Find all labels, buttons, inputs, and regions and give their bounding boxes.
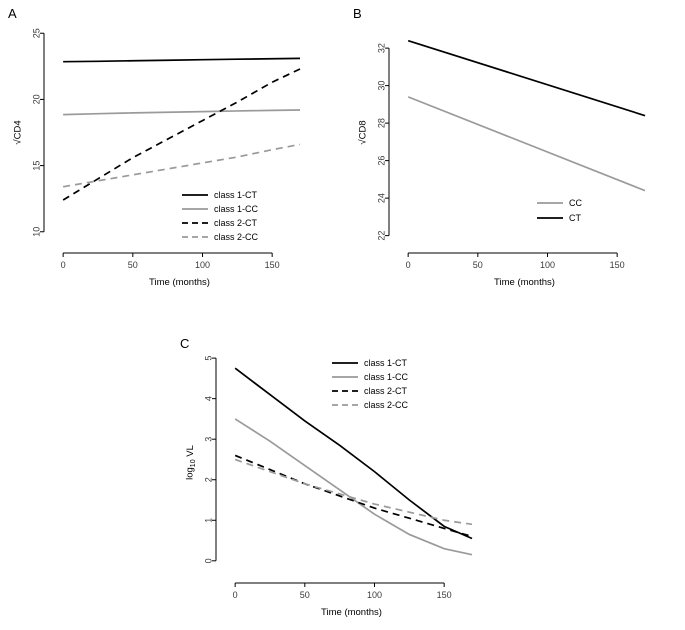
legend-label: class 1-CT	[214, 190, 258, 201]
svg-text:50: 50	[299, 590, 310, 600]
y-axis-title: √CD8	[357, 120, 369, 145]
x-axis-title: Time (months)	[494, 277, 555, 288]
series-line-class-1-cc	[235, 419, 472, 555]
svg-text:150: 150	[609, 260, 625, 270]
panel-c-label: C	[180, 336, 190, 351]
series-line-cc	[408, 97, 645, 191]
svg-text:26: 26	[376, 155, 387, 166]
svg-text:0: 0	[232, 590, 238, 600]
legend	[332, 358, 409, 410]
svg-text:10: 10	[31, 226, 42, 237]
svg-text:32: 32	[376, 43, 387, 54]
panel-a-label: A	[8, 6, 17, 21]
series-line-ct	[408, 41, 645, 116]
svg-text:150: 150	[264, 260, 280, 270]
panel-b	[345, 0, 685, 300]
legend-label: class 1-CC	[364, 372, 409, 383]
series-line-class-2-ct	[235, 455, 472, 536]
series-line-class-1-ct	[235, 368, 472, 538]
svg-text:24: 24	[376, 193, 387, 204]
svg-text:5: 5	[203, 355, 214, 361]
series-line-class-1-cc	[63, 110, 300, 115]
svg-text:0: 0	[203, 558, 214, 564]
svg-text:log10 VL: $\log_{10}$ VL	[184, 445, 198, 480]
axes	[203, 356, 451, 600]
svg-text:22: 22	[376, 230, 387, 241]
svg-text:50: 50	[127, 260, 138, 270]
panel-c-plot	[172, 330, 512, 630]
legend-label: CC	[569, 198, 582, 209]
legend-label: class 1-CT	[364, 358, 408, 369]
legend-label: class 2-CC	[364, 400, 409, 411]
svg-text:25: 25	[31, 28, 42, 39]
panel-b-plot	[345, 0, 685, 300]
legend-label: class 1-CC	[214, 204, 259, 215]
svg-text:30: 30	[376, 80, 387, 91]
svg-text:1: 1	[203, 517, 214, 523]
x-axis-title: Time (months)	[149, 277, 210, 288]
svg-text:3: 3	[203, 436, 214, 442]
svg-text:2: 2	[203, 477, 214, 483]
legend	[537, 198, 582, 223]
axes	[376, 43, 624, 270]
svg-text:4: 4	[203, 396, 214, 402]
svg-text:100: 100	[194, 260, 211, 270]
svg-text:0: 0	[405, 260, 411, 270]
svg-text:150: 150	[436, 590, 452, 600]
series-line-class-1-ct	[63, 58, 300, 61]
y-axis-title	[185, 445, 198, 480]
svg-text:20: 20	[31, 94, 42, 105]
svg-text:15: 15	[31, 160, 42, 171]
svg-text:100: 100	[366, 590, 383, 600]
panel-c	[172, 330, 512, 630]
legend-label: class 2-CT	[214, 218, 258, 229]
series-line-class-2-cc	[63, 144, 300, 186]
legend-label: CT	[569, 213, 581, 224]
y-axis-title: √CD4	[12, 120, 24, 145]
svg-text:28: 28	[376, 118, 387, 129]
svg-text:100: 100	[539, 260, 556, 270]
legend-label: class 2-CC	[214, 232, 259, 243]
legend-label: class 2-CT	[364, 386, 408, 397]
legend	[182, 190, 259, 242]
panel-a-plot	[0, 0, 340, 300]
panel-a	[0, 0, 340, 300]
svg-text:50: 50	[472, 260, 483, 270]
x-axis-title: Time (months)	[321, 607, 382, 618]
panel-b-label: B	[353, 6, 362, 21]
svg-text:0: 0	[60, 260, 66, 270]
